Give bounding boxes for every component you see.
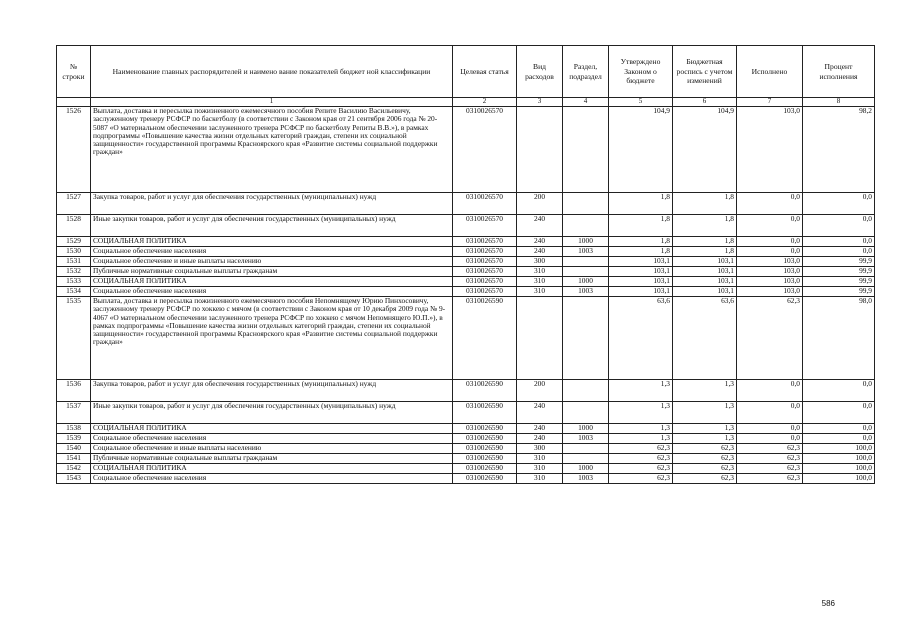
table-body [57,107,875,484]
table-row [57,107,875,193]
row-number-cell: 1528 [57,215,91,237]
executed-cell: 103,0 [737,267,803,277]
column-number-cell: 6 [673,98,737,107]
schedule-cell: 1,8 [673,237,737,247]
expense-type-cell: 200 [517,193,563,215]
approved-cell: 1,3 [609,424,673,434]
executed-cell: 103,0 [737,277,803,287]
section-cell: 1000 [563,464,609,474]
target-article-cell: 0310026570 [453,107,517,193]
table-row [57,257,875,267]
row-name-cell: Социальное обеспечение населения [91,247,453,257]
executed-cell: 0,0 [737,247,803,257]
approved-cell: 62,3 [609,464,673,474]
header-expense-type: Вид расходов [517,46,563,98]
percent-cell: 99,9 [803,287,875,297]
section-cell [563,297,609,380]
target-article-cell: 0310026570 [453,247,517,257]
target-article-cell: 0310026570 [453,237,517,247]
expense-type-cell: 240 [517,215,563,237]
schedule-cell: 62,3 [673,444,737,454]
approved-cell: 1,3 [609,434,673,444]
section-cell [563,257,609,267]
expense-type-cell: 240 [517,424,563,434]
target-article-cell: 0310026590 [453,424,517,434]
row-name-cell: СОЦИАЛЬНАЯ ПОЛИТИКА [91,277,453,287]
percent-cell: 99,9 [803,267,875,277]
executed-cell: 62,3 [737,454,803,464]
expense-type-cell: 240 [517,237,563,247]
row-name-cell: СОЦИАЛЬНАЯ ПОЛИТИКА [91,424,453,434]
header-schedule: Бюджетная роспись с учетом изменений [673,46,737,98]
column-number-cell: 1 [91,98,453,107]
column-number-cell: 7 [737,98,803,107]
approved-cell: 1,8 [609,193,673,215]
executed-cell: 0,0 [737,424,803,434]
target-article-cell: 0310026590 [453,474,517,484]
table-row [57,464,875,474]
section-cell: 1003 [563,247,609,257]
approved-cell: 62,3 [609,474,673,484]
schedule-cell: 1,3 [673,434,737,444]
row-number-cell: 1537 [57,402,91,424]
table-row [57,474,875,484]
row-name-cell: Публичные нормативные социальные выплаты гражданам [91,454,453,464]
section-cell: 1003 [563,474,609,484]
row-number-cell: 1535 [57,297,91,380]
table-row [57,267,875,277]
approved-cell: 1,8 [609,247,673,257]
target-article-cell: 0310026590 [453,402,517,424]
table-row [57,215,875,237]
header-target-article: Целевая статья [453,46,517,98]
expense-type-cell: 240 [517,434,563,444]
page-number: 586 [821,599,835,608]
executed-cell: 103,0 [737,107,803,193]
header-num: № строки [57,46,91,98]
row-number-cell: 1536 [57,380,91,402]
row-name-cell: Иные закупки товаров, работ и услуг для обеспечения государственных (муниципальных) нужд [91,402,453,424]
schedule-cell: 104,9 [673,107,737,193]
column-number-cell: 8 [803,98,875,107]
executed-cell: 103,0 [737,257,803,267]
header-name: Наименование главных распорядителей и наимено вание показателей бюджет ной классификации [91,46,453,98]
expense-type-cell: 310 [517,277,563,287]
row-number-cell: 1531 [57,257,91,267]
row-number-cell: 1538 [57,424,91,434]
section-cell: 1000 [563,424,609,434]
table-row [57,247,875,257]
row-name-cell: Социальное обеспечение населения [91,474,453,484]
target-article-cell: 0310026590 [453,464,517,474]
schedule-cell: 103,1 [673,287,737,297]
section-cell [563,402,609,424]
row-name-cell: Публичные нормативные социальные выплаты гражданам [91,267,453,277]
percent-cell: 0,0 [803,237,875,247]
expense-type-cell [517,297,563,380]
section-cell [563,267,609,277]
executed-cell: 0,0 [737,237,803,247]
approved-cell: 1,8 [609,215,673,237]
row-number-cell: 1533 [57,277,91,287]
approved-cell: 103,1 [609,257,673,267]
target-article-cell: 0310026590 [453,444,517,454]
row-name-cell: Иные закупки товаров, работ и услуг для обеспечения государственных (муниципальных) нужд [91,215,453,237]
executed-cell: 62,3 [737,444,803,454]
header-approved: Утверждено Законом о бюджете [609,46,673,98]
schedule-cell: 1,8 [673,247,737,257]
target-article-cell: 0310026590 [453,454,517,464]
row-number-cell: 1532 [57,267,91,277]
section-cell: 1003 [563,287,609,297]
percent-cell: 98,0 [803,297,875,380]
header-executed: Исполнено [737,46,803,98]
approved-cell: 104,9 [609,107,673,193]
table-row [57,434,875,444]
section-cell [563,107,609,193]
executed-cell: 0,0 [737,380,803,402]
row-name-cell: Выплата, доставка и пересылка пожизненного ежемесячного пособия Репите Василию Васильевичу, заслуженному тренеру РСФСР по баскетболу (в соответствии с Законом края от 21 сентября 2006 года № 20-5087 «О материальном обеспечении заслуженного тренера РСФСР по баскетболу Репиты В.В.»), в рамках подпрограммы «Повышение качества жизни отдельных категорий граждан, степени их социальной защищенности» государственной программы Красноярского края «Развитие системы социальной поддержки граждан» [91,107,453,193]
percent-cell: 98,2 [803,107,875,193]
row-name-cell: Закупка товаров, работ и услуг для обеспечения государственных (муниципальных) нужд [91,380,453,402]
row-number-cell: 1530 [57,247,91,257]
row-name-cell: Социальное обеспечение населения [91,287,453,297]
section-cell [563,215,609,237]
target-article-cell: 0310026590 [453,434,517,444]
schedule-cell: 1,3 [673,402,737,424]
approved-cell: 62,3 [609,454,673,464]
target-article-cell: 0310026570 [453,257,517,267]
table-row [57,193,875,215]
expense-type-cell: 300 [517,257,563,267]
section-cell: 1003 [563,434,609,444]
schedule-cell: 62,3 [673,464,737,474]
row-name-cell: Социальное обеспечение населения [91,434,453,444]
schedule-cell: 1,3 [673,380,737,402]
target-article-cell: 0310026590 [453,297,517,380]
row-number-cell: 1526 [57,107,91,193]
section-cell [563,193,609,215]
approved-cell: 1,3 [609,380,673,402]
percent-cell: 100,0 [803,474,875,484]
row-name-cell: Закупка товаров, работ и услуг для обеспечения государственных (муниципальных) нужд [91,193,453,215]
column-number-cell: 3 [517,98,563,107]
table-row [57,402,875,424]
percent-cell: 100,0 [803,464,875,474]
expense-type-cell: 310 [517,474,563,484]
target-article-cell: 0310026570 [453,277,517,287]
percent-cell: 100,0 [803,454,875,464]
header-section: Раздел, подраздел [563,46,609,98]
percent-cell: 0,0 [803,434,875,444]
percent-cell: 0,0 [803,193,875,215]
table-row [57,277,875,287]
schedule-cell: 103,1 [673,267,737,277]
header-row [57,46,875,98]
target-article-cell: 0310026570 [453,193,517,215]
row-number-cell: 1539 [57,434,91,444]
table-row [57,237,875,247]
schedule-cell: 103,1 [673,277,737,287]
table-row [57,380,875,402]
row-number-cell: 1540 [57,444,91,454]
row-name-cell: Социальное обеспечение и иные выплаты населению [91,257,453,267]
executed-cell: 0,0 [737,434,803,444]
percent-cell: 0,0 [803,424,875,434]
percent-cell: 0,0 [803,215,875,237]
target-article-cell: 0310026570 [453,215,517,237]
schedule-cell: 63,6 [673,297,737,380]
expense-type-cell: 240 [517,247,563,257]
row-number-cell: 1527 [57,193,91,215]
schedule-cell: 103,1 [673,257,737,267]
column-number-cell [57,98,91,107]
expense-type-cell [517,107,563,193]
header-percent: Процент исполнения [803,46,875,98]
expense-type-cell: 310 [517,454,563,464]
column-number-cell: 4 [563,98,609,107]
row-name-cell: СОЦИАЛЬНАЯ ПОЛИТИКА [91,464,453,474]
table-row [57,287,875,297]
column-number-cell: 2 [453,98,517,107]
expense-type-cell: 300 [517,444,563,454]
table-row [57,454,875,464]
row-number-cell: 1534 [57,287,91,297]
section-cell: 1000 [563,277,609,287]
section-cell [563,444,609,454]
row-number-cell: 1541 [57,454,91,464]
target-article-cell: 0310026590 [453,380,517,402]
column-number-cell: 5 [609,98,673,107]
row-name-cell: Социальное обеспечение и иные выплаты населению [91,444,453,454]
table-row [57,424,875,434]
executed-cell: 62,3 [737,464,803,474]
executed-cell: 62,3 [737,474,803,484]
schedule-cell: 1,8 [673,215,737,237]
row-number-cell: 1542 [57,464,91,474]
row-name-cell: Выплата, доставка и пересылка пожизненного ежемесячного пособия Непомнящему Юрию Пинхосовичу, заслуженному тренеру РСФСР по хоккею с мячом (в соответствии с Законом края от 10 декабря 2009 года № 9-4067 «О материальном обеспечении заслуженного тренера РСФСР по хоккею с мячом Непомнящего Ю.П.»), в рамках подпрограммы «Повышение качества жизни отдельных категорий граждан, степени их социальной защищенности» государственной программы Красноярского края «Развитие системы социальной поддержки граждан» [91,297,453,380]
expense-type-cell: 310 [517,464,563,474]
percent-cell: 0,0 [803,380,875,402]
expense-type-cell: 310 [517,267,563,277]
percent-cell: 100,0 [803,444,875,454]
table-row [57,297,875,380]
executed-cell: 103,0 [737,287,803,297]
row-name-cell: СОЦИАЛЬНАЯ ПОЛИТИКА [91,237,453,247]
column-number-row [57,98,875,107]
approved-cell: 1,8 [609,237,673,247]
schedule-cell: 1,8 [673,193,737,215]
expense-type-cell: 240 [517,402,563,424]
row-number-cell: 1529 [57,237,91,247]
percent-cell: 0,0 [803,402,875,424]
executed-cell: 0,0 [737,215,803,237]
section-cell [563,380,609,402]
target-article-cell: 0310026570 [453,267,517,277]
approved-cell: 103,1 [609,277,673,287]
executed-cell: 0,0 [737,402,803,424]
target-article-cell: 0310026570 [453,287,517,297]
section-cell: 1000 [563,237,609,247]
row-number-cell: 1543 [57,474,91,484]
approved-cell: 103,1 [609,267,673,277]
percent-cell: 99,9 [803,277,875,287]
percent-cell: 99,9 [803,257,875,267]
approved-cell: 63,6 [609,297,673,380]
budget-table [56,45,875,484]
approved-cell: 1,3 [609,402,673,424]
percent-cell: 0,0 [803,247,875,257]
schedule-cell: 62,3 [673,454,737,464]
approved-cell: 62,3 [609,444,673,454]
expense-type-cell: 200 [517,380,563,402]
schedule-cell: 62,3 [673,474,737,484]
section-cell [563,454,609,464]
executed-cell: 62,3 [737,297,803,380]
approved-cell: 103,1 [609,287,673,297]
expense-type-cell: 310 [517,287,563,297]
table-row [57,444,875,454]
executed-cell: 0,0 [737,193,803,215]
schedule-cell: 1,3 [673,424,737,434]
